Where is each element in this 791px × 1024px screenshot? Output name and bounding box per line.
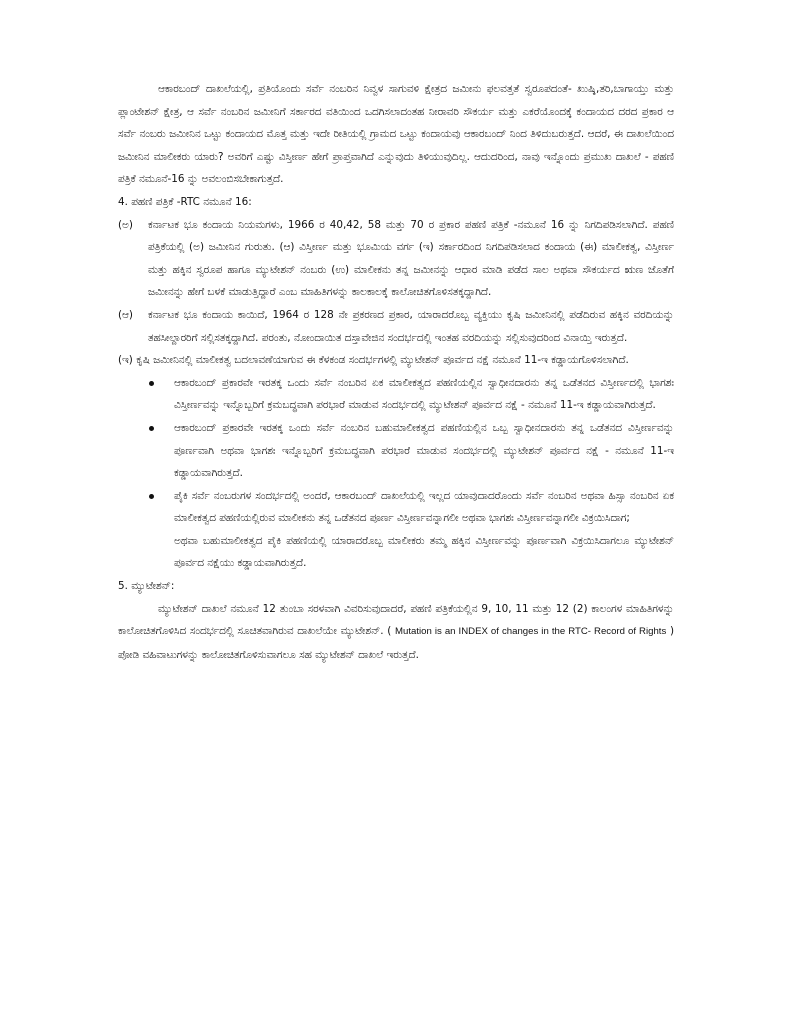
section-4-item-i — [118, 349, 674, 372]
section-4-item-aa — [118, 304, 674, 349]
bullet-text: ಆಕಾರಬಂದ್ ಪ್ರಕಾರವೇ ಇರತಕ್ಕ ಒಂದು ಸರ್ವೆ ನಂಬರಿನ ಏಕ ಮಾಲೀಕತ್ವದ ಪಹಣಿಯಲ್ಲಿನ ಸ್ವಾಧೀನದಾರನು ತನ್ನ ಒಡೆತನದ ವಿಸ್ತೀರ್ಣದಲ್ಲಿ ಭಾಗಶಃ ವಿಸ್ತೀರ್ಣವನ್ನು ಇನ್ನೊಬ್ಬರಿಗೆ ಕ್ರಮಬದ್ಧವಾಗಿ ಪರಭಾರೆ ಮಾಡುವ ಸಂದರ್ಭದಲ್ಲಿ ಮ್ಯುಟೇಶನ್ ಪೂರ್ವದ ನಕ್ಷೆ - ನಮೂನೆ 11-ಇ ಕಡ್ಡಾಯವಾಗಿರುತ್ತದೆ. — [174, 376, 674, 412]
list-item — [149, 485, 674, 575]
section-5-text-after: ) ಪೋಡಿ ವಹಿವಾಟುಗಳನ್ನು ಕಾಲೋಚಿತಗೊಳಿಸುವಾಗಲೂ ಸಹ ಮ್ಯುಟೇಶನ್ ದಾಖಲೆ ಇರುತ್ತದೆ. — [118, 625, 675, 661]
item-aa-text: ಕರ್ನಾಟಕ ಭೂ ಕಂದಾಯ ಕಾಯಿದೆ, 1964 ರ 128 ನೇ ಪ್ರಕರಣದ ಪ್ರಕಾರ, ಯಾರಾದರೊಬ್ಬ ವ್ಯಕ್ತಿಯು ಕೃಷಿ ಜಮೀನಿನಲ್ಲಿ ಪಡೆದಿರುವ ಹಕ್ಕಿನ ವರದಿಯನ್ನು ತಹಸೀಲ್ದಾರರಿಗೆ ಸಲ್ಲಿಸತಕ್ಕದ್ದಾಗಿದೆ. ಪರಂತು, ನೋಂದಾಯಿತ ದಸ್ತಾವೇಜಿನ ಸಂದರ್ಭದಲ್ಲಿ ಇಂತಹ ವರದಿಯನ್ನು ಸಲ್ಲಿಸುವುದರಿಂದ ವಿನಾಯ್ತಿ ಇರುತ್ತದೆ. — [148, 308, 674, 344]
bullet-3-part-1: ಪೈಕಿ ಸರ್ವೆ ನಂಬರುಗಳ ಸಂದರ್ಭದಲ್ಲಿ ಅಂದರೆ, ಆಕಾರಬಂದ್ ದಾಖಲೆಯಲ್ಲಿ ಇಲ್ಲದ ಯಾವುದಾದರೊಂದು ಸರ್ವೆ ನಂಬರಿನ ಅಥವಾ ಹಿಸ್ಸಾ ನಂಬರಿನ ಏಕ ಮಾಲೀಕತ್ವದ ಪಹಣಿಯಲ್ಲಿರುವ ಮಾಲೀಕನು ತನ್ನ ಒಡೆತನದ ಪೂರ್ಣ ವಿಸ್ತೀರ್ಣವನ್ನಾಗಲೀ ಅಥವಾ ಭಾಗಶಃ ವಿಸ್ತೀರ್ಣವನ್ನಾಗಲೀ ವಿಕ್ರಯಿಸಿದಾಗ; — [174, 489, 674, 525]
section-5-paragraph — [118, 598, 674, 667]
bullet-text — [174, 485, 674, 575]
item-i-label: (ಇ) — [118, 354, 133, 367]
section-4-item-a — [118, 214, 674, 304]
bullet-icon — [149, 485, 174, 575]
bullet-text: ಆಕಾರಬಂದ್ ಪ್ರಕಾರವೇ ಇರತಕ್ಕ ಒಂದು ಸರ್ವೆ ನಂಬರಿನ ಬಹುಮಾಲೀಕತ್ವದ ಪಹಣಿಯಲ್ಲಿನ ಒಬ್ಬ ಸ್ವಾಧೀನದಾರನು ತನ್ನ ಒಡೆತನದ ವಿಸ್ತೀರ್ಣವನ್ನು ಪೂರ್ಣವಾಗಿ ಅಥವಾ ಭಾಗಶಃ ಇನ್ನೊಬ್ಬರಿಗೆ ಕ್ರಮಬದ್ಧವಾಗಿ ಪರಭಾರೆ ಮಾಡುವ ಸಂದರ್ಭದಲ್ಲಿ ಮ್ಯುಟೇಶನ್ ಪೂರ್ವದ ನಕ್ಷೆ - ನಮೂನೆ 11-ಇ ಕಡ್ಡಾಯವಾಗಿರುತ್ತದೆ. — [174, 421, 674, 480]
list-item — [149, 372, 674, 417]
item-a-text: ಕರ್ನಾಟಕ ಭೂ ಕಂದಾಯ ನಿಯಮಗಳು, 1966 ರ 40,42, 58 ಮತ್ತು 70 ರ ಪ್ರಕಾರ ಪಹಣಿ ಪತ್ರಿಕೆ -ನಮೂನೆ 16 ನ್ನು ನಿಗದಿಪಡಿಸಲಾಗಿದೆ. ಪಹಣಿ ಪತ್ರಿಕೆಯಲ್ಲಿ (ಅ) ಜಮೀನಿನ ಗುರುತು. (ಆ) ವಿಸ್ತೀರ್ಣ ಮತ್ತು ಭೂಮಿಯ ವರ್ಗ (ಇ) ಸರ್ಕಾರದಿಂದ ನಿಗದಿಪಡಿಸಲಾದ ಕಂದಾಯ (ಈ) ಮಾಲೀಕತ್ವ, ವಿಸ್ತೀರ್ಣ ಮತ್ತು ಹಕ್ಕಿನ ಸ್ವರೂಪ ಹಾಗೂ ಮ್ಯುಟೇಶನ್ ನಂಬರು (ಉ) ಮಾಲೀಕನು ತನ್ನ ಜಮೀನನ್ನು ಆಧಾರ ಮಾಡಿ ಪಡೆದ ಸಾಲ ಅಥವಾ ಸೌಕರ್ಯದ ಋಣ ಜೊತೆಗೆ ಜಮೀನನ್ನು ಹೇಗೆ ಬಳಕೆ ಮಾಡುತ್ತಿದ್ದಾರೆ ಎಂಬ ಮಾಹಿತಿಗಳನ್ನು ಕಾಲಕಾಲಕ್ಕೆ ಕಾಲೋಚಿತಗೊಳಿಸತಕ್ಕದ್ದಾಗಿದೆ. — [148, 218, 674, 299]
mutation-sketch-bullet-list — [118, 372, 674, 575]
item-i-text: ಕೃಷಿ ಜಮೀನಿನಲ್ಲಿ ಮಾಲೀಕತ್ವ ಬದಲಾವಣೆಯಾಗುವ ಈ ಕೆಳಕಂಡ ಸಂದರ್ಭಗಳಲ್ಲಿ ಮ್ಯುಟೇಶನ್ ಪೂರ್ವದ ನಕ್ಷೆ ನಮೂನೆ 11-ಇ ಕಡ್ಡಾಯಗೊಳಿಸಲಾಗಿದೆ. — [136, 354, 629, 367]
section-4-heading: 4. ಪಹಣಿ ಪತ್ರಿಕೆ -RTC ನಮೂನೆ 16: — [118, 195, 252, 208]
bullet-3-part-2: ಅಥವಾ ಬಹುಮಾಲೀಕತ್ವದ ಪೈಕಿ ಪಹಣಿಯಲ್ಲಿ ಯಾರಾದರೊಬ್ಬ ಮಾಲೀಕರು ತಮ್ಮ ಹಕ್ಕಿನ ವಿಸ್ತೀರ್ಣವನ್ನು ಪೂರ್ಣವಾಗಿ ವಿಕ್ರಯಿಸಿದಾಗಲೂ ಮ್ಯುಟೇಶನ್ ಪೂರ್ವದ ನಕ್ಷೆಯು ಕಡ್ಡಾಯವಾಗಿರುತ್ತದೆ. — [174, 534, 674, 570]
section-5-text-before: ಮ್ಯುಟೇಶನ್ ದಾಖಲೆ ನಮೂನೆ 12 ತುಂಬಾ ಸರಳವಾಗಿ ವಿವರಿಸುವುದಾದರೆ, ಪಹಣಿ ಪತ್ರಿಕೆಯಲ್ಲಿನ 9, 10, 11 ಮತ್ತು 12 (2) ಕಾಲಂಗಳ ಮಾಹಿತಿಗಳನ್ನು ಕಾಲೋಚಿತಗೊಳಿಸಿದ ಸಂದರ್ಭದಲ್ಲಿ ಸೂಚಿತವಾಗಿರುವ ದಾಖಲೆಯೇ ಮ್ಯುಟೇಶನ್. ( — [118, 602, 674, 638]
bullet-icon — [149, 372, 174, 417]
document-page — [118, 78, 674, 666]
list-item — [149, 417, 674, 485]
bullet-icon — [149, 417, 174, 485]
section-5-heading: 5. ಮ್ಯುಟೇಶನ್: — [118, 580, 175, 593]
intro-paragraph: ಆಕಾರಬಂದ್ ದಾಖಲೆಯಲ್ಲಿ, ಪ್ರತಿಯೊಂದು ಸರ್ವೆ ನಂಬರಿನ ನಿವ್ವಳ ಸಾಗುವಳಿ ಕ್ಷೇತ್ರದ ಜಮೀನು ಫಲವತ್ತತೆ ಸ್ವರೂಪದಂತೆ- ಖುಷ್ಕಿ,ತರಿ,ಬಾಗಾಯ್ತು ಮತ್ತು ಪ್ಲಾಂಟೇಶನ್ ಕ್ಷೇತ್ರ, ಆ ಸರ್ವೆ ನಂಬರಿನ ಜಮೀನಿಗೆ ಸರ್ಕಾರದ ವತಿಯಿಂದ ಒದಗಿಸಲಾದಂತಹ ನೀರಾವರಿ ಸೌಕರ್ಯ ಮತ್ತು ಎಕರೆಯೊಂದಕ್ಕೆ ಕಂದಾಯದ ದರದ ಪ್ರಕಾರ ಆ ಸರ್ವೆ ನಂಬರು ಜಮೀನಿನ ಒಟ್ಟು ಕಂದಾಯದ ಮೊತ್ತ ಮತ್ತು ಇದೇ ರೀತಿಯಲ್ಲಿ ಗ್ರಾಮದ ಒಟ್ಟು ಕಂದಾಯವು ಆಕಾರಬಂದ್ ನಿಂದ ತಿಳಿದುಬರುತ್ತದೆ. ಆದರೆ, ಈ ದಾಖಲೆಯಿಂದ ಜಮೀನಿನ ಮಾಲೀಕರು ಯಾರು? ಅವರಿಗೆ ಎಷ್ಟು ವಿಸ್ತೀರ್ಣ ಹೇಗೆ ಪ್ರಾಪ್ತವಾಗಿದೆ ಎನ್ನುವುದು ತಿಳಿಯುವುದಿಲ್ಲ. ಆದುದರಿಂದ, ನಾವು ಇನ್ನೊಂದು ಪ್ರಮುಖ ದಾಖಲೆ - ಪಹಣಿ ಪತ್ರಿಕೆ ನಮೂನೆ-16 ನ್ನು ಅವಲಂಬಿಸಬೇಕಾಗುತ್ತದೆ. — [118, 83, 674, 186]
item-aa-label: (ಆ) — [118, 308, 133, 321]
mutation-english-note: Mutation is an INDEX of changes in the RTC- Record of Rights — [395, 626, 667, 638]
item-a-label: (ಅ) — [118, 218, 133, 231]
